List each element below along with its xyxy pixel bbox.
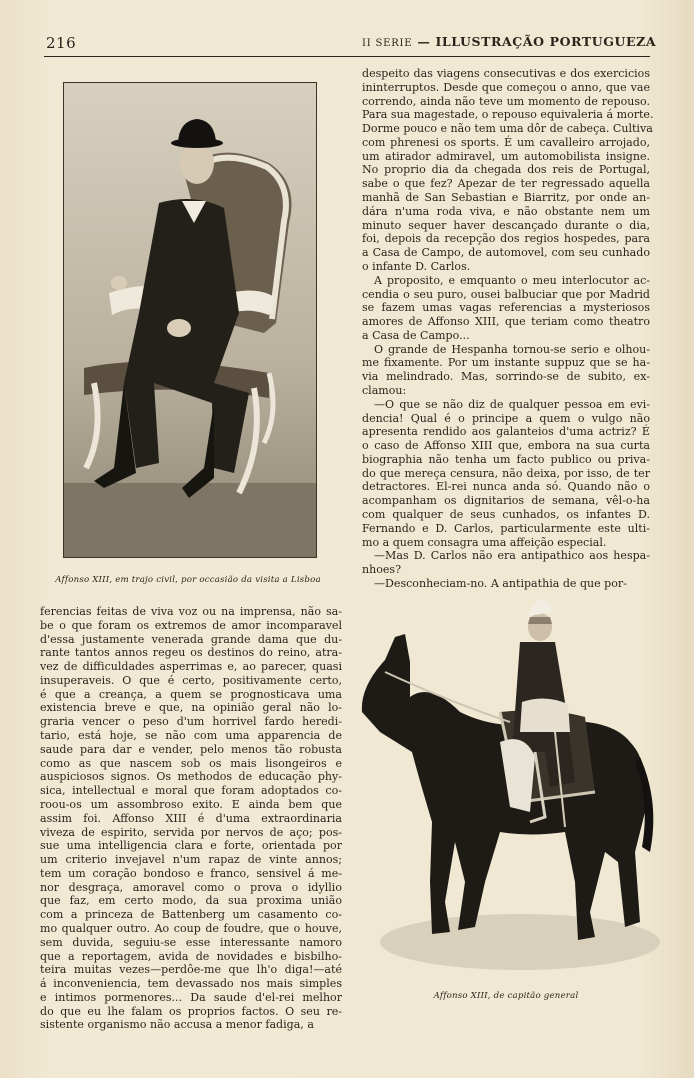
text-line: saude para dar e vender, pelo menos tão robusta (40, 742, 342, 756)
text-line: A proposito, e emquanto o meu interlocutor ac- (374, 273, 650, 287)
paragraph (362, 67, 654, 274)
portrait-civil-image (64, 83, 316, 557)
text-line: manhã de San Sebastian e Biarritz, por onde an- (362, 191, 650, 205)
text-line: tario, está hoje, se não com uma apparencia de (40, 729, 342, 743)
text-line: Para sua magestade, o repouso equivaleria á morte. (362, 108, 654, 122)
text-line: No proprio dia da chegada dos reis de Portugal, (362, 163, 650, 177)
text-line: sica, intellectual e moral que foram adoptados co- (40, 784, 342, 798)
text-line: mo a quem consagra uma affeição especial. (362, 535, 607, 549)
figure-caption-equestrian: Affonso XIII, de capitão general (433, 991, 579, 1001)
text-line: detractores. El-rei nunca anda só. Quando não o (362, 480, 650, 494)
text-line: dencia! Qual é o principe a quem o vulgo não (362, 411, 650, 425)
text-line: sistente organismo não accusa a menor fadiga, a (40, 1018, 314, 1032)
paragraph (362, 549, 650, 577)
text-line: a Casa de Campo, de automovel, com seu cunhado (362, 246, 650, 260)
text-line: d'essa justamente venerada grande dama que du- (40, 632, 342, 646)
text-line: á inconveniencia, tem devassado nos mais simples (40, 977, 342, 991)
text-line: que faz, em certo modo, da sua proxima união (40, 894, 342, 908)
text-line: be o que foram os extremos de amor incomparavel (40, 618, 342, 632)
text-line: que a reportagem, avida de novidades e bisbilho- (40, 949, 342, 963)
text-line: com phrenesi os sports. É um cavalleiro arrojado, (362, 135, 650, 149)
text-line: despeito das viagens consecutivas e dos exercicios (362, 67, 650, 80)
text-line: —O que se não diz de qualquer pessoa em evi- (374, 397, 650, 411)
text-line: do que mereça censura, não deixa, por isso, de ter (362, 466, 650, 480)
text-line: Dorme pouco e não tem uma dôr de cabeça. Cultiva (362, 122, 653, 136)
text-line: Fernando e D. Carlos, particularmente este ulti- (362, 521, 650, 535)
text-line: via melindrado. Mas, sorrindo-se de subito, ex- (362, 370, 650, 384)
text-line: com a princeza de Battenberg um casamento co- (40, 908, 342, 922)
text-line: o infante D. Carlos. (362, 259, 471, 273)
text-line: graria vencer o peso d'um horrivel fardo heredi- (40, 715, 342, 729)
text-line: um criterio invejavel n'um rapaz de vinte annos; (40, 853, 342, 867)
text-line: assim foi. Affonso XIII é d'uma extraordinaria (40, 811, 342, 825)
text-line: dára n'uma roda viva, e não obstante nem um (362, 204, 650, 218)
text-line: auspiciosos signos. Os methodos de educação phy- (40, 770, 342, 784)
paragraph (362, 398, 650, 550)
text-line: O grande de Hespanha tornou-se serio e olhou- (374, 342, 650, 356)
text-line: acompanham os dignitarios de semana, vêl-o-ha (362, 494, 650, 508)
paragraph (362, 343, 650, 398)
text-column-right (362, 67, 654, 591)
text-line: mo qualquer outro. Ao coup de foudre, que o houve, (40, 921, 342, 935)
text-line: nhoes? (362, 563, 402, 577)
text-line: um atirador admiravel, um automobilista insigne. (362, 149, 650, 163)
series-label: II SERIE (362, 38, 413, 49)
text-line: me fixamente. Por um instante suppuz que se ha- (362, 356, 650, 370)
text-line: —Desconheciam-no. A antipathia de que por- (374, 576, 627, 590)
paragraph (362, 274, 650, 343)
text-line: correndo, ainda não teve um momento de repouso. (362, 94, 650, 108)
running-head (362, 34, 656, 49)
text-line: teira muitas vezes—perdôe-me que lh'o diga!—até (40, 963, 342, 977)
equestrian-image (350, 582, 662, 984)
header-rule (44, 56, 650, 57)
text-line: sem duvida, seguiu-se esse interessante namoro (40, 935, 342, 949)
text-line: existencia breve e que, na opinião geral não lo- (40, 701, 342, 715)
portrait-photo-civil (63, 82, 317, 558)
text-column-left (40, 605, 342, 1032)
text-line: ferencias feitas de viva voz ou na imprensa, não sa- (40, 605, 342, 618)
text-line: sabe o que fez? Apezar de ter regressado aquella (362, 177, 650, 191)
text-line: é que a creança, a quem se prognosticava uma (40, 687, 342, 701)
text-line: tem um coração bondoso e franco, sensivel á me- (40, 866, 342, 880)
text-line: e intimos pormenores... Da saude d'el-rei melhor (40, 990, 342, 1004)
text-line: o caso de Affonso XIII que, embora na sua curta (362, 439, 650, 453)
text-line: apresenta rendido aos galanteios d'uma actriz? É (362, 425, 650, 439)
text-line: insuperaveis. O que é certo, positivamente certo, (40, 673, 342, 687)
publication-title: ILLUSTRAÇÃO PORTUGUEZA (435, 34, 657, 49)
paragraph (40, 605, 342, 1032)
text-line: viveza de espirito, servida por nervos de aço; pos- (40, 825, 342, 839)
text-line: do que eu lhe falam os proprios factos. O seu re- (40, 1004, 342, 1018)
text-line: ininterruptos. Desde que começou o anno, que vae (362, 80, 650, 94)
text-line: a Casa de Campo... (362, 328, 470, 342)
running-head-dash: — (417, 34, 431, 49)
text-line: cendia o seu puro, ousei balbuciar que por Madrid (362, 287, 650, 301)
text-line: com qualquer de seus cunhados, os infantes D. (362, 508, 650, 521)
text-line: se fazem umas vagas referencias a mysteriosos (362, 301, 650, 315)
text-line: como as que nascem sob os mais lisongeiros e (40, 756, 342, 770)
text-line: foi, depois da recepção dos regios hospedes, para (362, 232, 650, 246)
page-number: 216 (46, 34, 77, 52)
paragraph (362, 577, 650, 591)
text-line: vez de difficuldades asperrimas e, ao parecer, quasi (40, 660, 342, 674)
text-line: amores de Affonso XIII, que teriam como theatro (362, 315, 650, 329)
text-line: roou-os um assombroso exito. E ainda bem que (40, 797, 342, 811)
figure-caption-civil: Affonso XIII, em trajo civil, por occasião da visita a Lisboa (55, 575, 321, 585)
text-line: sue uma intelligencia clara e forte, orientada por (40, 839, 342, 853)
portrait-photo-equestrian (350, 582, 662, 984)
text-line: —Mas D. Carlos não era antipathico aos hespa- (374, 549, 650, 563)
text-line: clamou: (362, 383, 407, 397)
text-line: biographia não tenha um facto publico ou priva- (362, 452, 650, 466)
text-line: nor desgraça, amoravel como o prova o idyllio (40, 880, 342, 894)
text-line: minuto sequer haver descançado durante o dia, (362, 218, 650, 232)
text-line: rante tantos annos regeu os destinos do reino, atra- (40, 646, 342, 660)
